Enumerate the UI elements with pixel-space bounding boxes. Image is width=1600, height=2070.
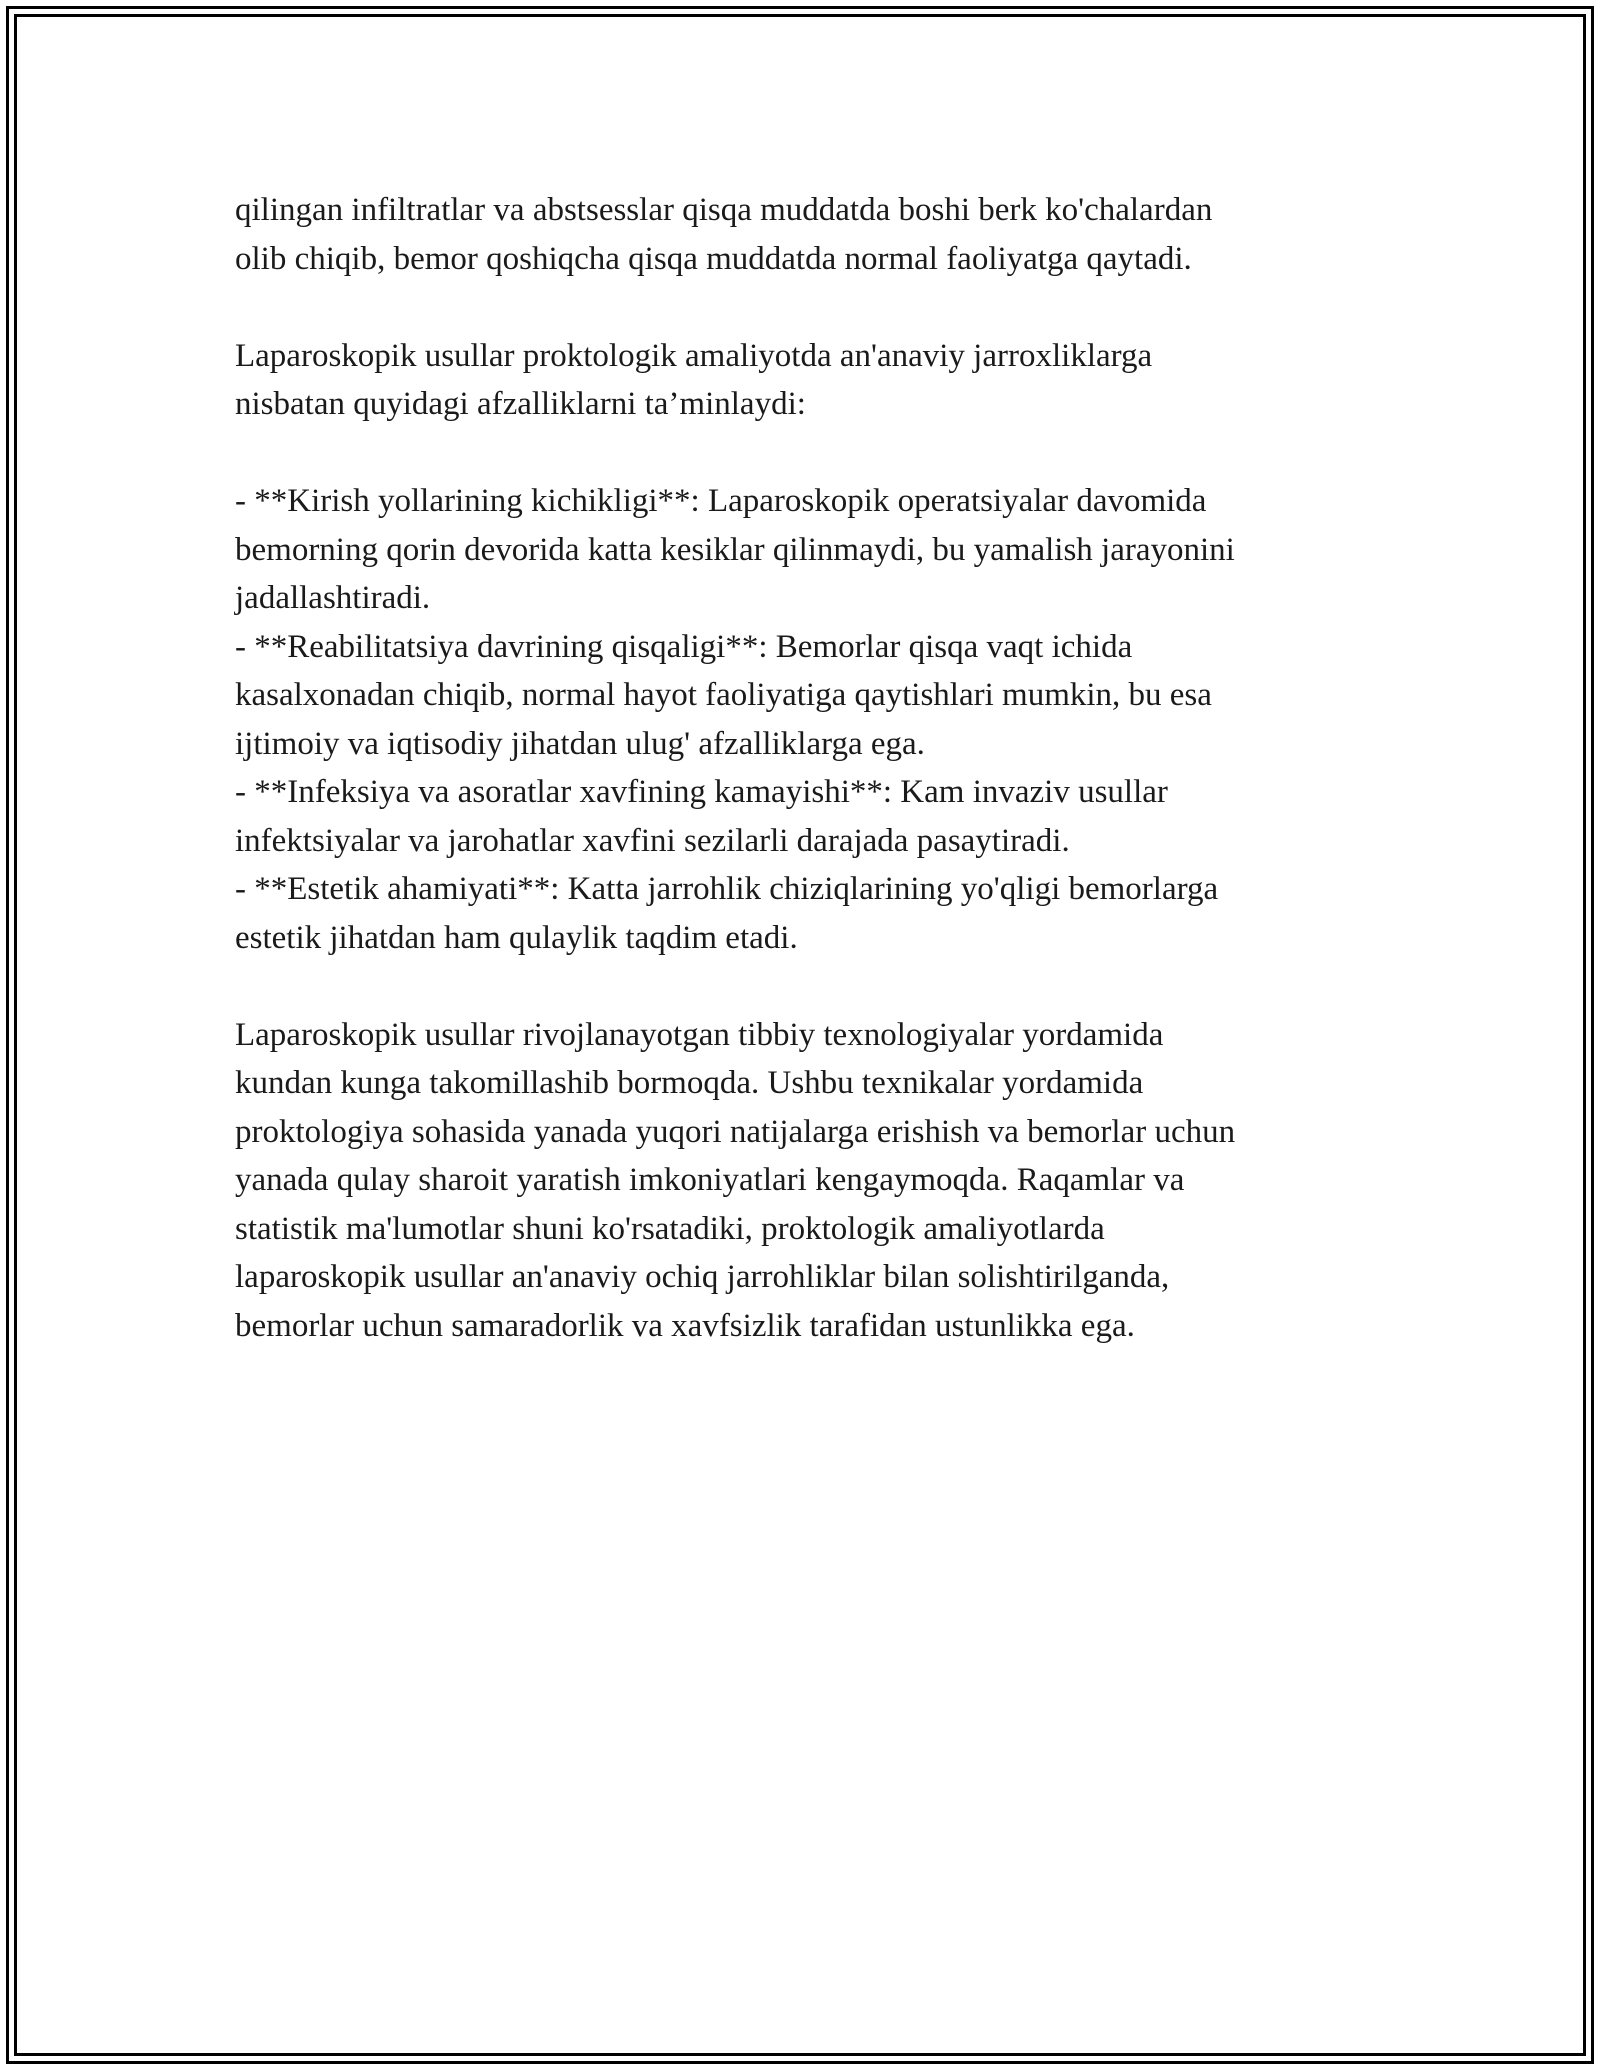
- text-line: nisbatan quyidagi afzalliklarni ta’minlaydi:: [235, 386, 806, 422]
- paragraph-gap: [235, 283, 1365, 332]
- text-line: laparoskopik usullar an'anaviy ochiq jarrohliklar bilan solishtirilganda,: [235, 1259, 1170, 1295]
- text-line: olib chiqib, bemor qoshiqcha qisqa muddatda normal faoliyatga qaytadi.: [235, 240, 1192, 277]
- paragraph-2: [235, 332, 1365, 429]
- text-line: - **Estetik ahamiyati**: Katta jarrohlik chiziqlarining yo'qligi bemorlarga: [235, 871, 1219, 907]
- text-line: qilingan infiltratlar va abstsesslar qisqa muddatda boshi berk ko'chalardan: [235, 192, 1213, 228]
- list-item: [235, 623, 1365, 769]
- text-line: proktologiya sohasida yanada yuqori natijalarga erishish va bemorlar uchun: [235, 1113, 1236, 1150]
- text-line: Laparoskopik usullar rivojlanayotgan tibbiy texnologiyalar yordamida: [235, 1016, 1164, 1053]
- text-line: kundan kunga takomillashib bormoqda. Ushbu texnikalar yordamida: [235, 1065, 1144, 1101]
- text-line: ijtimoiy va iqtisodiy jihatdan ulug' afzalliklarga ega.: [235, 725, 925, 762]
- text-line: Laparoskopik usullar proktologik amaliyotda an'anaviy jarroxliklarga: [235, 337, 1153, 374]
- list-item: [235, 477, 1365, 623]
- text-line: - **Infeksiya va asoratlar xavfining kamayishi**: Kam invaziv usullar: [235, 774, 1168, 810]
- paragraph-gap: [235, 429, 1365, 478]
- text-line: - **Kirish yollarining kichikligi**: Laparoskopik operatsiyalar davomida: [235, 483, 1207, 519]
- document-body: [235, 186, 1365, 1350]
- advantages-list: [235, 477, 1365, 962]
- paragraph-gap: [235, 962, 1365, 1011]
- text-line: estetik jihatdan ham qulaylik taqdim etadi.: [235, 919, 798, 956]
- text-line: bemorlar uchun samaradorlik va xavfsizlik tarafidan ustunlikka ega.: [235, 1307, 1135, 1344]
- paragraph-3: [235, 1011, 1365, 1351]
- text-line: bemorning qorin devorida katta kesiklar qilinmaydi, bu yamalish jarayonini: [235, 531, 1235, 568]
- list-item: [235, 865, 1365, 962]
- text-line: infektsiyalar va jarohatlar xavfini sezilarli darajada pasaytiradi.: [235, 822, 1070, 859]
- text-line: jadallashtiradi.: [235, 580, 431, 616]
- paragraph-1: [235, 186, 1365, 283]
- text-line: kasalxonadan chiqib, normal hayot faoliyatiga qaytishlari mumkin, bu esa: [235, 677, 1212, 713]
- text-line: statistik ma'lumotlar shuni ko'rsatadiki, proktologik amaliyotlarda: [235, 1210, 1105, 1247]
- text-line: yanada qulay sharoit yaratish imkoniyatlari kengaymoqda. Raqamlar va: [235, 1162, 1185, 1198]
- text-line: - **Reabilitatsiya davrining qisqaligi**: Bemorlar qisqa vaqt ichida: [235, 628, 1133, 665]
- list-item: [235, 768, 1365, 865]
